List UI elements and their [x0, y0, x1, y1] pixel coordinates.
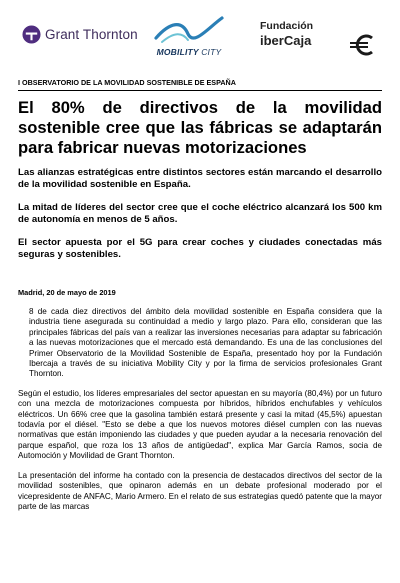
article [18, 78, 382, 512]
subhead: La mitad de líderes del sector cree que el coche eléctrico alcanzará los 500 km de autonomía en menos de 5 años. [18, 202, 382, 225]
grant-thornton-name: Grant Thornton [45, 27, 138, 42]
body-paragraph: Según el estudio, los líderes empresariales del sector apuestan en su mayoría (80,4%) por un futuro con una mezcla de motorizaciones compuesta por híbridos, híbridos enchufables y vehículos eléctricos. Un 66% cree que la gasolina también estará presente y casi la mitad (45,5%) apuestan todavía por el diésel. "Esto se debe a que los nuevos motores diésel cumplen con las nuevas normativas que están imponiendo las ciudades y que pueden ayudar a la necesaria renovación del parque español, que roza los 13 años de antigüedad", explica Mar García Ramos, socia de Automoción y Movilidad de Grant Thornton. [18, 388, 382, 461]
fundacion-word: Fundación [260, 20, 314, 32]
mobility-city-wordmark [148, 47, 230, 57]
ibercaja-euro-icon [346, 34, 378, 56]
logo-bar [0, 0, 400, 66]
mobility-city-swoosh-icon [148, 14, 230, 48]
body-paragraph: La presentación del informe ha contado con la presencia de destacados directivos del sector de la movilidad sostenibles, que opinaron además en un debate profesional moderado por el vicepresidente de ANFAC, Mario Armero. En el relato de sus estrategias quedó patente que la mayor parte de las marcas [18, 470, 382, 511]
mobility-city-logo [148, 14, 230, 62]
fundacion-ibercaja-logo [260, 20, 380, 52]
grant-thornton-logo [22, 25, 138, 44]
subhead: Las alianzas estratégicas entre distintos sectores están marcando el desarrollo de la movilidad sostenible en España. [18, 167, 382, 190]
dateline: Madrid, 20 de mayo de 2019 [18, 288, 116, 297]
grant-thornton-mark-icon [22, 25, 41, 44]
body-paragraph: 8 de cada diez directivos del ámbito dela movilidad sostenible en España considera que la industria tiene asegurada su continuidad a medio y largo plazo. Para ello, consideran que las principales fábricas del país van a realizar las inversiones necesarias para adaptar su fabricación a las nuevas motorizaciones que el mercado está demandando. Es una de las conclusiones del Primer Observatorio de la Movilidad Sostenible de España, presentado hoy por la Fundación Ibercaja a través de su iniciativa Mobility City y por la firma de servicios profesionales Grant Thornton. [29, 307, 382, 379]
kicker: I OBSERVATORIO DE LA MOVILIDAD SOSTENIBLE DE ESPAÑA [18, 78, 382, 91]
city-word: CITY [201, 47, 222, 57]
mobility-word: MOBILITY [156, 47, 199, 57]
headline: El 80% de directivos de la movilidad sostenible cree que las fábricas se adaptarán para fabricar nuevas motorizaciones [18, 98, 382, 157]
ibercaja-word: iberCaja [260, 33, 312, 48]
subhead: El sector apuesta por el 5G para crear coches y ciudades conectadas más seguras y sostenibles. [18, 237, 382, 260]
